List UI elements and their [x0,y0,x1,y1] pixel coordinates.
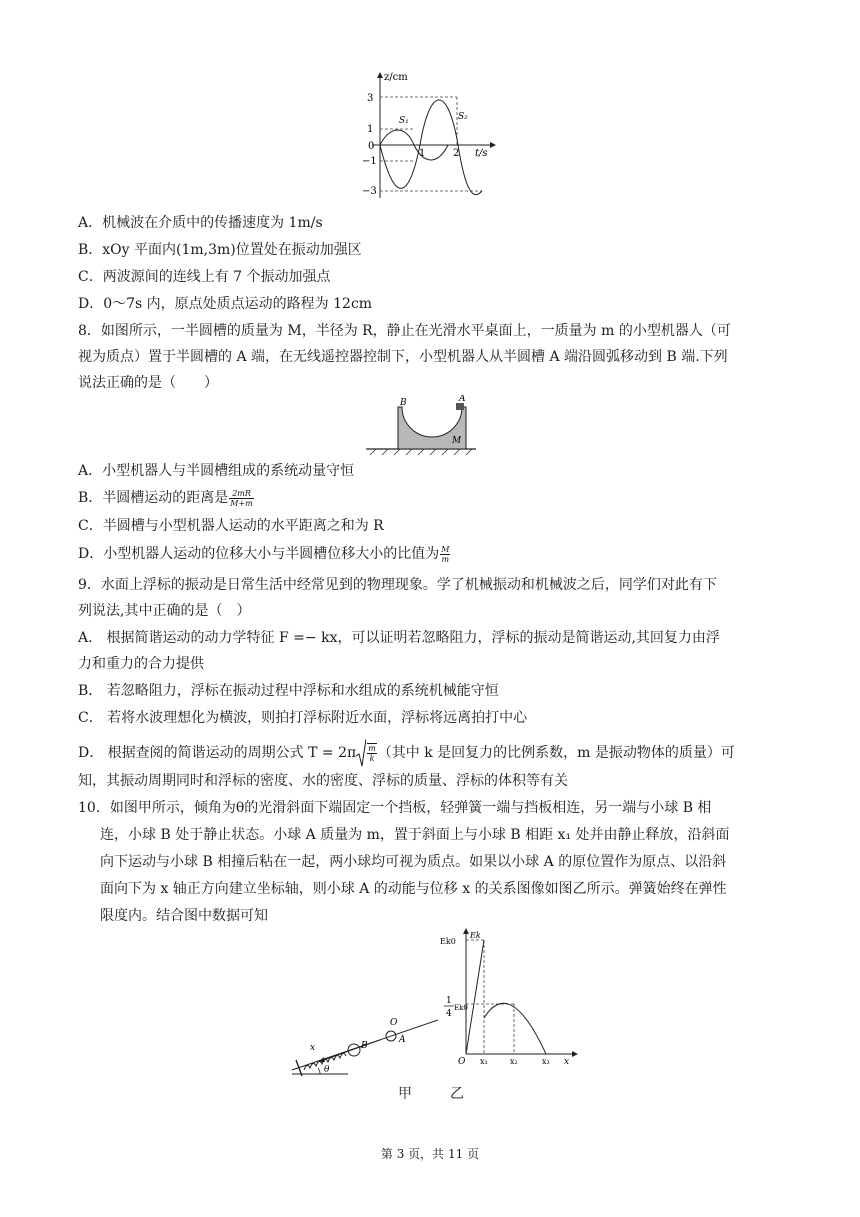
ek0-quarter-label: Ek0 [454,1004,468,1012]
caption-jia: 甲 [398,1086,412,1102]
y-tick-0: 0 [368,141,375,152]
quarter-denominator: 4 [446,1009,452,1019]
q9-option-c: C． 若将水波理想化为横波，则拍打浮标附近水面，浮标将远离拍打中心 [78,710,528,726]
s1-label: S₁ [399,116,409,126]
q8-option-b-text: B．半圆槽运动的距离是 [78,490,229,506]
q9-stem-line2: 列说法,其中正确的是（ ） [78,603,251,619]
half-groove-figure [366,395,476,457]
quarter-numerator: 1 [446,996,452,1006]
x-axis-label: t/s [475,148,488,159]
q10-line5: 限度内。结合图中数据可知 [100,908,268,924]
fraction-numerator: M [441,544,450,554]
q8-option-d [78,544,451,564]
q8-stem-line2: 视为质点）置于半圆槽的 A 端，在无线遥控器控制下，小型机器人从半圆槽 A 端沿圆弧移动到 B 端.下列 [78,349,728,365]
s2-label: S₂ [458,112,468,122]
q9-option-d-suffix: （其中 k 是回复力的比例系数，m 是振动物体的质量）可 [377,745,735,761]
groove-label-b: B [400,398,407,408]
wave-graph-figure [362,70,497,200]
groove-label-m: M [452,436,462,446]
q7-option-b: B．xOy 平面内(1m,3m)位置处在振动加强区 [78,242,362,258]
sqrt-symbol [356,738,378,768]
q8-option-d-text: D．小型机器人运动的位移大小与半圆槽位移大小的比值为 [78,546,440,562]
y-tick-3: 3 [367,93,374,104]
q10-line2: 连，小球 B 处于静止状态。小球 A 质量为 m，置于斜面上与小球 B 相距 x₁ 处并由静止释放，沿斜面 [100,827,730,843]
incline-figure [288,1010,438,1080]
incline-label-x: x [310,1043,316,1053]
q9-option-b: B． 若忽略阻力，浮标在振动过程中浮标和水组成的系统机械能守恒 [78,683,499,699]
incline-label-theta: θ [324,1065,330,1075]
fraction-denominator: M+m [230,498,253,508]
x2-label: x₂ [510,1057,518,1066]
x-axis-label: x [564,1057,570,1066]
incline-label-a: A [399,1035,406,1045]
x-tick-1: 1 [419,148,426,159]
x-tick-2: 2 [453,148,460,159]
q10-line3: 向下运动与小球 B 相撞后粘在一起，两小球均可视为质点。如果以小球 A 的原位置作为原点、以沿斜 [100,854,727,870]
y-tick-1: 1 [367,124,374,135]
groove-label-a: A [459,395,466,404]
q10-line1: 10．如图甲所示，倾角为θ的光滑斜面下端固定一个挡板，轻弹簧一端与挡板相连，另一端与小球 B 相 [78,800,712,816]
q8-option-b [78,488,255,508]
q9-option-a-line1: A． 根据简谐运动的动力学特征 F =− kx，可以证明若忽略阻力，浮标的振动是简谐运动,其回复力由浮 [78,630,720,646]
q7-option-d: D．0～7s 内，原点处质点运动的路程为 12cm [78,296,373,312]
y-axis-label: z/cm [384,72,408,83]
fraction-numerator: m [368,744,376,753]
incline-label-b: B [361,1041,368,1051]
q9-option-d-line2: 知，其振动周期同时和浮标的密度、水的密度、浮标的质量、浮标的体积等有关 [78,773,568,789]
fraction-denominator: k [369,754,375,763]
q9-stem-line1: 9．水面上浮标的振动是日常生活中经常见到的物理现象。学了机械振动和机械波之后，同学们对此有下 [78,577,717,593]
q10-line4: 面向下为 x 轴正方向建立坐标轴，则小球 A 的动能与位移 x 的关系图像如图乙所示。弹簧始终在弹性 [100,881,727,897]
q8-option-b-fraction [229,489,253,508]
y-tick-neg1: −1 [362,156,377,167]
fraction-numerator: 2mR [229,489,253,499]
page-footer: 第 3 页，共 11 页 [380,1147,480,1161]
q9-option-d-line1 [78,738,735,768]
fraction-denominator: m [441,554,450,564]
x3-label: x₃ [542,1057,550,1066]
q7-option-a: A．机械波在介质中的传播速度为 1m/s [78,215,323,231]
x1-label: x₁ [480,1057,488,1066]
q9-option-a-line2: 力和重力的合力提供 [78,656,204,672]
q9-option-d-sqrt-fraction [367,743,377,763]
y-tick-neg3: −3 [362,186,377,197]
incline-label-o: O [390,1018,398,1028]
caption-yi: 乙 [450,1086,464,1102]
ek-x-graph-figure [440,926,580,1066]
q9-option-d-text: D． 根据查阅的简谐运动的周期公式 T = 2π [78,745,357,761]
q8-option-d-fraction [440,545,450,564]
q7-option-c: C．两波源间的连线上有 7 个振动加强点 [78,269,331,285]
ek0-label: Ek0 [440,937,456,946]
q8-option-a: A．小型机器人与半圆槽组成的系统动量守恒 [78,463,355,479]
q8-stem-line1: 8．如图所示，一半圆槽的质量为 M，半径为 R，静止在光滑水平桌面上，一质量为 m 的小型机器人（可 [78,323,731,339]
ek-axis-label: Ek [470,931,481,940]
sqrt-icon [356,738,366,768]
q8-option-c: C．半圆槽与小型机器人运动的水平距离之和为 R [78,518,384,534]
origin-label: O [458,1057,466,1066]
q8-stem-line3: 说法正确的是（ ） [78,375,218,391]
